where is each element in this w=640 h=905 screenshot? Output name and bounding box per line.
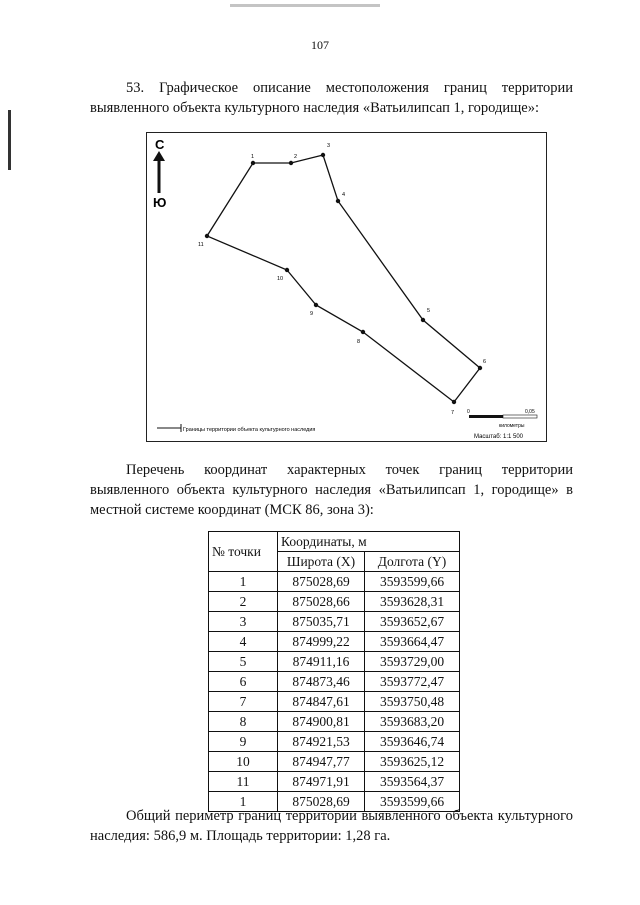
table-row xyxy=(209,632,460,652)
vertex-point xyxy=(289,161,293,165)
longitude-y: 3593750,48 xyxy=(365,692,460,712)
vertex-point xyxy=(251,161,255,165)
compass-arrowhead-icon xyxy=(153,151,165,161)
scale-bar-left xyxy=(469,415,503,418)
vertex-label: 8 xyxy=(357,339,361,345)
longitude-y: 3593664,47 xyxy=(365,632,460,652)
scale-value: 0,05 xyxy=(525,409,535,415)
point-number: 1 xyxy=(209,572,278,592)
point-number: 4 xyxy=(209,632,278,652)
vertex-label: 2 xyxy=(294,154,298,160)
page-number: 107 xyxy=(311,38,329,52)
compass-north-label: С xyxy=(155,137,165,152)
point-number: 10 xyxy=(209,752,278,772)
point-number: 5 xyxy=(209,652,278,672)
longitude-y: 3593625,12 xyxy=(365,752,460,772)
vertex-label: 5 xyxy=(427,308,431,314)
vertex-label: 6 xyxy=(483,359,487,365)
col-y-header: Долгота (Y) xyxy=(365,552,460,572)
longitude-y: 3593564,37 xyxy=(365,772,460,792)
latitude-x: 875035,71 xyxy=(278,612,365,632)
vertex-label: 4 xyxy=(342,192,346,198)
longitude-y: 3593683,20 xyxy=(365,712,460,732)
legend-label: Границы территории объекта культурного наследия xyxy=(183,427,316,433)
latitude-x: 874900,81 xyxy=(278,712,365,732)
scan-artifact-top xyxy=(230,4,380,7)
summary-text: Общий периметр границ территории выявленного объекта культурного наследия: 586,9 м. Площадь территории: 1,28 га. xyxy=(90,808,573,844)
coordinates-intro: Перечень координат характерных точек границ территории выявленного объекта культурного наследия «Ватьилипсап 1, городище» в местной системе координат (МСК 86, зона 3): xyxy=(90,462,573,518)
point-number: 11 xyxy=(209,772,278,792)
vertex-point xyxy=(336,199,340,203)
table-row xyxy=(209,572,460,592)
scale-label: Масштаб: 1:1 500 xyxy=(474,434,524,440)
latitude-x: 875028,69 xyxy=(278,572,365,592)
longitude-y: 3593599,66 xyxy=(365,572,460,592)
table-row xyxy=(209,752,460,772)
vertex-label: 1 xyxy=(251,154,255,160)
col-x-header: Широта (X) xyxy=(278,552,365,572)
vertex-point xyxy=(478,366,482,370)
vertex-point xyxy=(321,153,325,157)
latitude-x: 874999,22 xyxy=(278,632,365,652)
coordinates-table xyxy=(208,531,460,812)
latitude-x: 874847,61 xyxy=(278,692,365,712)
point-number: 7 xyxy=(209,692,278,712)
longitude-y: 3593772,47 xyxy=(365,672,460,692)
scale-bar-right xyxy=(503,415,537,418)
scale-zero: 0 xyxy=(467,409,470,415)
latitude-x: 874947,77 xyxy=(278,752,365,772)
vertex-label: 10 xyxy=(277,276,284,282)
map-drawing xyxy=(147,133,548,443)
latitude-x: 874873,46 xyxy=(278,672,365,692)
vertex-label: 11 xyxy=(198,242,204,248)
table-row xyxy=(209,772,460,792)
vertex-point xyxy=(452,400,456,404)
section-heading: 53. Графическое описание местоположения границ территории выявленного объекта культурного наследия «Ватьилипсап 1, городище»: xyxy=(90,80,573,116)
point-number: 2 xyxy=(209,592,278,612)
point-number: 6 xyxy=(209,672,278,692)
vertex-point xyxy=(361,330,365,334)
table-row xyxy=(209,712,460,732)
longitude-y: 3593599,66 xyxy=(365,792,460,812)
longitude-y: 3593729,00 xyxy=(365,652,460,672)
compass-south-label: Ю xyxy=(153,195,167,210)
latitude-x: 874911,16 xyxy=(278,652,365,672)
vertex-point xyxy=(205,234,209,238)
vertex-point xyxy=(314,303,318,307)
latitude-x: 874971,91 xyxy=(278,772,365,792)
point-number: 1 xyxy=(209,792,278,812)
scale-unit: километры xyxy=(499,423,525,429)
vertex-label: 9 xyxy=(310,311,314,317)
vertex-label: 3 xyxy=(327,143,331,149)
vertex-label: 7 xyxy=(451,410,455,416)
boundary-vertices xyxy=(198,143,486,416)
point-number: 9 xyxy=(209,732,278,752)
table-row xyxy=(209,732,460,752)
latitude-x: 875028,69 xyxy=(278,792,365,812)
point-number: 3 xyxy=(209,612,278,632)
longitude-y: 3593652,67 xyxy=(365,612,460,632)
col-coords-header: Координаты, м xyxy=(278,532,460,552)
point-number: 8 xyxy=(209,712,278,732)
longitude-y: 3593628,31 xyxy=(365,592,460,612)
vertex-point xyxy=(285,268,289,272)
scan-artifact-left xyxy=(8,110,11,170)
table-row xyxy=(209,652,460,672)
longitude-y: 3593646,74 xyxy=(365,732,460,752)
latitude-x: 875028,66 xyxy=(278,592,365,612)
table-row xyxy=(209,592,460,612)
table-row xyxy=(209,672,460,692)
latitude-x: 874921,53 xyxy=(278,732,365,752)
table-row xyxy=(209,612,460,632)
col-point-header: № точки xyxy=(209,532,278,572)
vertex-point xyxy=(421,318,425,322)
boundary-map xyxy=(146,132,547,442)
table-row xyxy=(209,692,460,712)
